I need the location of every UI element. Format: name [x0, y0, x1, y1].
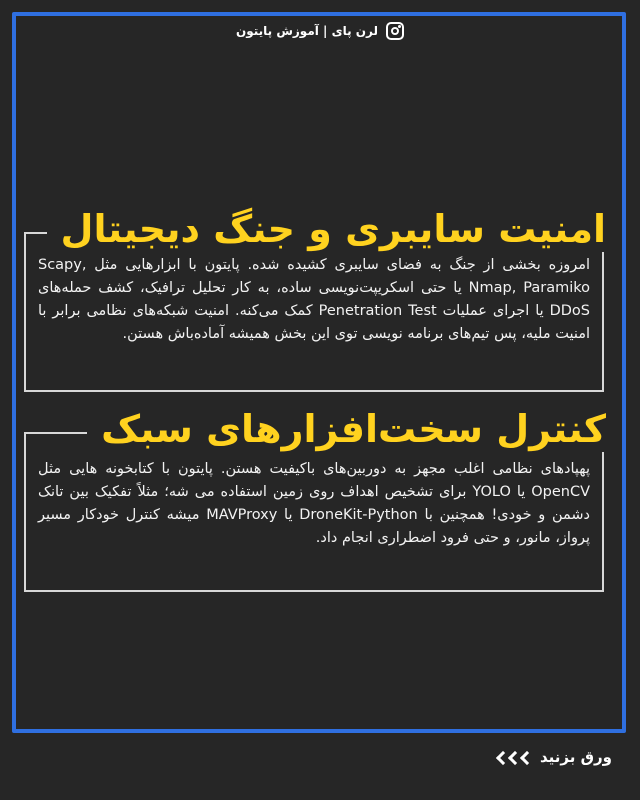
brand-text: لرن پای | آموزش پایتون	[235, 24, 379, 38]
swipe-hint[interactable]	[495, 748, 612, 766]
instagram-icon	[386, 22, 404, 40]
chevrons-left-icon	[495, 750, 530, 764]
brand-header	[0, 22, 640, 40]
section-body-cyber: امروزه بخشی از جنگ به فضای سایبری کشیده شده. پایتون با ابزارهایی مثل Scapy, Nmap, Paramiko یا حتی اسکریپت‌نویسی ساده، به کار تحلیل ترافیک، کشف حمله‌های DDoS یا اجرای عملیات Penetration Test کمک می‌کنه. امنیت شبکه‌های نظامی برابر با امنیت ملیه، پس تیم‌های برنامه نویسی توی این بخش همیشه آماده‌باش هستن.	[38, 257, 590, 342]
section-body-hardware: پهپادهای نظامی اغلب مجهز به دوربین‌های باکیفیت هستن. پایتون با کتابخونه هایی مثل OpenCV یا YOLO برای تشخیص اهداف روی زمین استفاده می شه؛ مثلاً تفکیک بین تانک دشمن و خودی! همچنین با DroneKit-Python یا MAVProxy میشه کنترل خودکار مسیر پرواز، مانور، و حتی فرود اضطراری انجام داد.	[38, 461, 591, 546]
section-title-hardware: کنترل سخت‌افزارهای سبک	[87, 406, 616, 452]
swipe-label: ورق بزنید	[540, 748, 612, 766]
section-title-cyber: امنیت سایبری و جنگ دیجیتال	[47, 206, 616, 252]
